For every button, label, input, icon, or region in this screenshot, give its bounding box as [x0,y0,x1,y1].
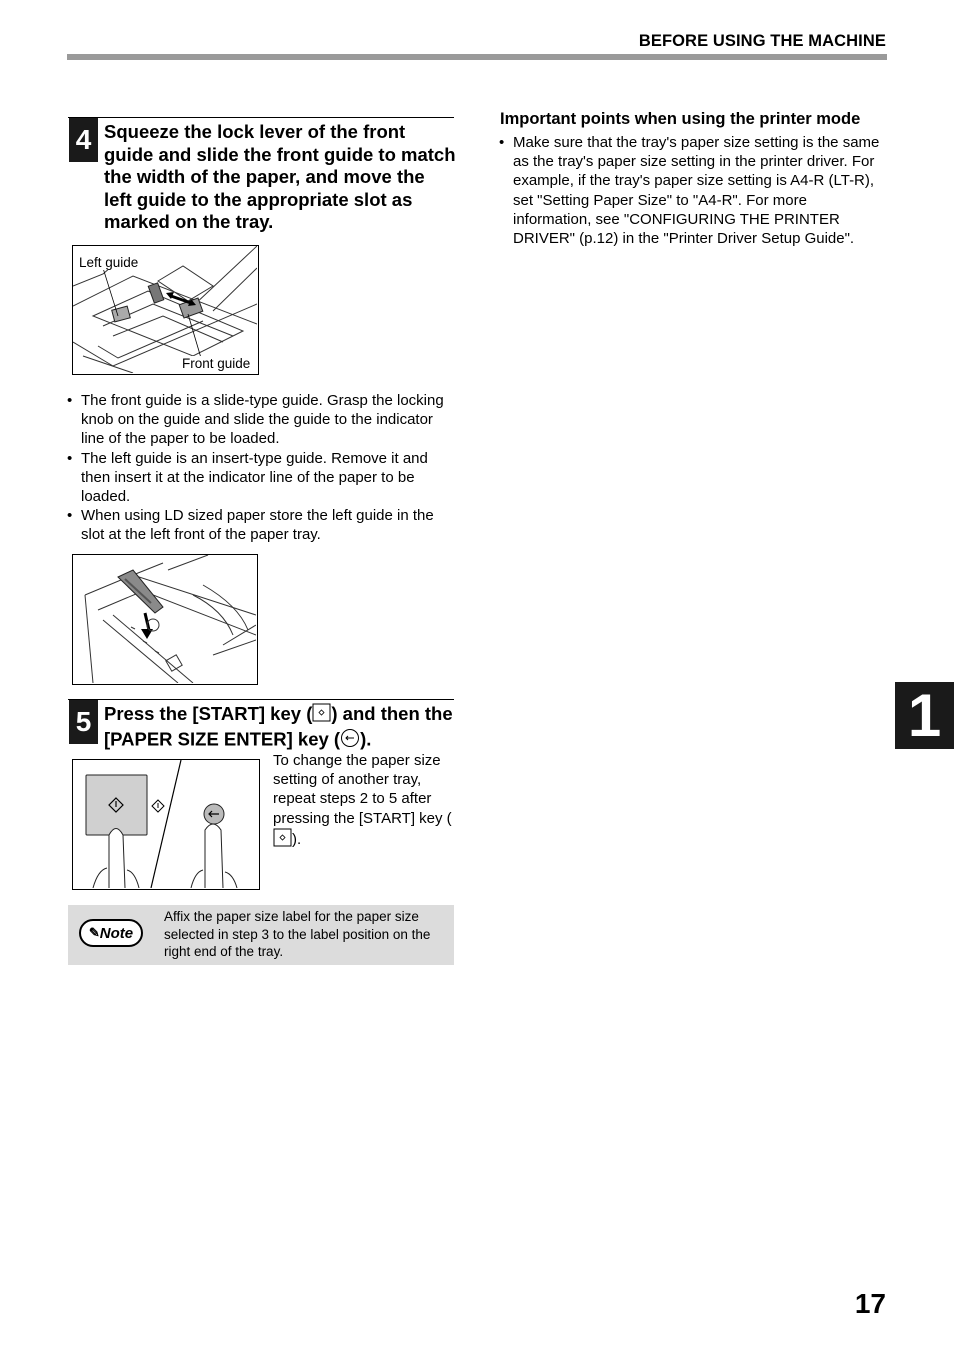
step-4-number: 4 [69,118,98,162]
page-number: 17 [854,1288,886,1319]
step-5-text-part1: To change the paper size setting of another tray, repeat steps 2 to 5 after pressing the [START] key ( [273,752,452,827]
pencil-icon: ✎ [88,925,100,940]
step-5-title [104,703,456,753]
printer-mode-bullet: • Make sure that the tray's paper size setting is the same as the tray's paper size setting in the printer driver. For example, if the tray's paper size setting is A4-R (LT-R), set "Setting Paper Size" to "A4-R". For more information, see "CONFIGURING THE PRINTER DRIVER" (p.12) in the "Printer Driver Setup Guide". [499,133,885,248]
start-key-icon [273,828,292,852]
printer-mode-bullets [499,133,885,248]
step-5-rule [68,699,454,700]
running-header-title: BEFORE USING THE MACHINE [638,32,886,50]
tray-guides-figure [72,245,259,375]
note-badge-label: Note [99,924,134,942]
step-4-title: Squeeze the lock lever of the front guide and slide the front guide to match the width of the paper, and move the left guide to the appropriate slot as marked on the tray. [104,121,456,232]
step-4-bullets [67,391,455,545]
step-4-bullet: • The left guide is an insert-type guide. Remove it and then insert it at the indicator line of the paper to be loaded. [67,449,455,507]
note-text: Affix the paper size label for the paper size selected in step 3 to the label position on the right end of the tray. [164,909,431,960]
step-4-bullet: • The front guide is a slide-type guide. Grasp the locking knob on the guide and slide the guide to the indicator line of the paper to be loaded. [67,391,455,449]
step-5-title-part3: ). [360,728,372,750]
step-5-title-part1: Press the [START] key ( [104,703,313,725]
step-5-text [273,751,455,852]
step-5-number: 5 [69,700,98,744]
note-box [68,905,454,965]
left-guide-storage-figure [72,554,258,685]
header-rule [67,54,887,60]
step-4-bullet: • When using LD sized paper store the left guide in the slot at the left front of the paper tray. [67,506,455,544]
printer-mode-heading: Important points when using the printer mode [500,110,861,128]
left-guide-storage-illustration [73,555,256,683]
chapter-tab: 1 [895,682,954,749]
note-badge [79,919,143,947]
start-key-icon [312,703,331,728]
key-press-figure [72,759,260,890]
paper-size-enter-key-icon [340,728,360,754]
left-guide-label: Left guide [79,255,139,270]
front-guide-label: Front guide [182,356,251,371]
key-press-illustration [73,760,258,888]
step-5-title-part2: ) and then the [PAPER SIZE ENTER] key ( [104,703,453,750]
step-5-text-part2: ). [292,830,302,848]
step-4-rule [68,117,454,118]
